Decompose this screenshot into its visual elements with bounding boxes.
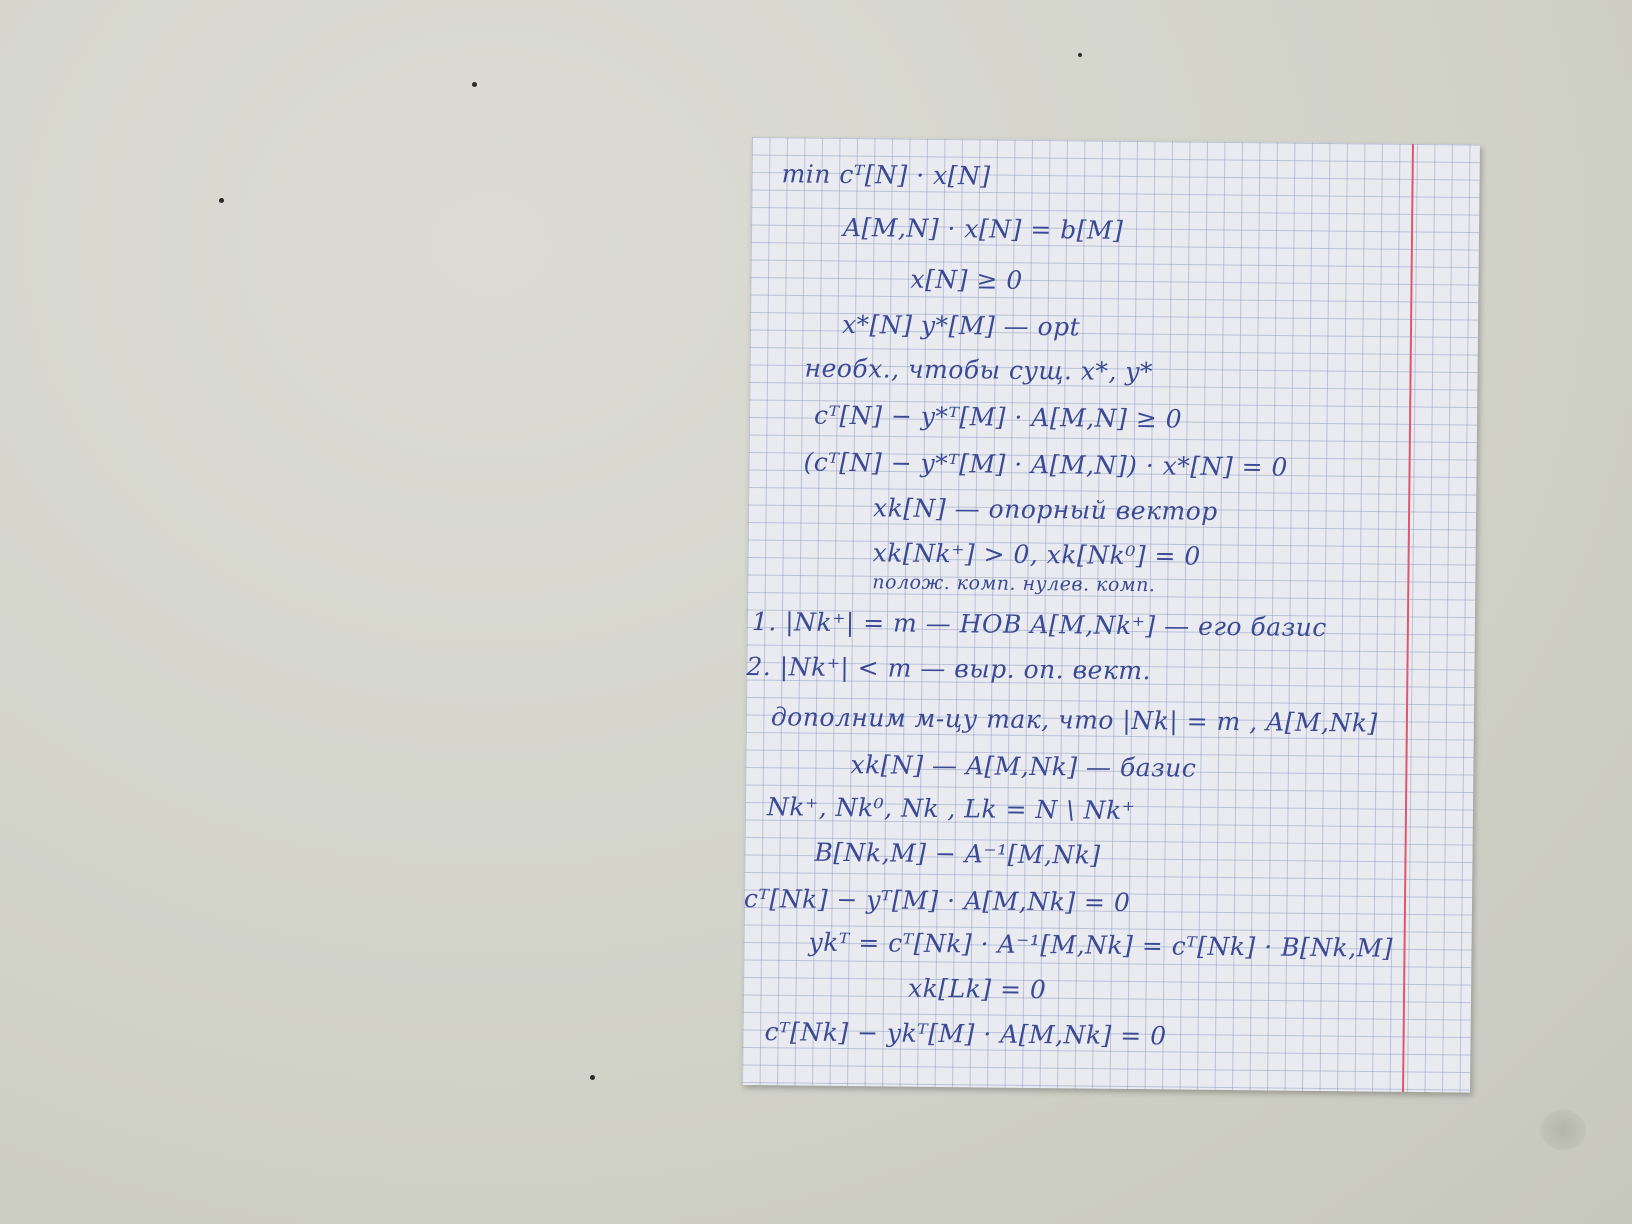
note-line-17: cᵀ[Nk] − yᵀ[M] · A[M,Nk] = 0: [743, 883, 1131, 918]
note-line-19: xk[Lk] = 0: [907, 973, 1047, 1005]
note-line-7: (cᵀ[N] − y*ᵀ[M] · A[M,N]) · x*[N] = 0: [803, 447, 1289, 482]
note-line-4: x*[N] y*[M] — opt: [841, 309, 1081, 342]
note-line-1: min cᵀ[N] · x[N]: [781, 159, 991, 191]
note-line-9: xk[Nk⁺] > 0, xk[Nk⁰] = 0: [872, 538, 1201, 571]
note-line-10: полож. комп. нулев. комп.: [872, 571, 1156, 597]
note-line-16: B[Nk,M] − A⁻¹[M,Nk]: [814, 837, 1101, 870]
note-line-12: 2. |Nk⁺| < m — выр. оп. вект.: [746, 651, 1152, 686]
note-line-18: ykᵀ = cᵀ[Nk] · A⁻¹[M,Nk] = cᵀ[Nk] · B[Nk,M]: [808, 927, 1394, 963]
red-margin-line: [1402, 144, 1414, 1092]
graph-paper-sheet: [742, 137, 1480, 1093]
note-line-3: x[N] ≥ 0: [910, 264, 1023, 295]
note-line-15: Nk⁺, Nk⁰, Nk , Lk = N \ Nk⁺: [766, 792, 1136, 826]
dust-speck: [590, 1075, 595, 1080]
note-line-8: xk[N] — опорный вектор: [872, 493, 1218, 526]
note-line-11: 1. |Nk⁺| = m — НОВ A[M,Nk⁺] — его базис: [751, 607, 1328, 643]
note-line-6: cᵀ[N] − y*ᵀ[M] · A[M,N] ≥ 0: [813, 400, 1183, 434]
dust-speck: [472, 82, 477, 87]
note-line-2: A[M,N] · x[N] = b[M]: [842, 212, 1124, 245]
note-line-14: xk[N] — A[M,Nk] — базис: [850, 750, 1197, 783]
note-line-5: необх., чтобы сущ. x*, y*: [804, 353, 1154, 387]
note-line-20: cᵀ[Nk] − ykᵀ[M] · A[M,Nk] = 0: [764, 1017, 1167, 1051]
note-line-13: дополним м-цу так, что |Nk| = m , A[M,Nk]: [770, 702, 1378, 738]
dust-speck: [219, 198, 224, 203]
dust-speck: [1078, 53, 1082, 57]
surface-smudge: [1540, 1110, 1586, 1150]
